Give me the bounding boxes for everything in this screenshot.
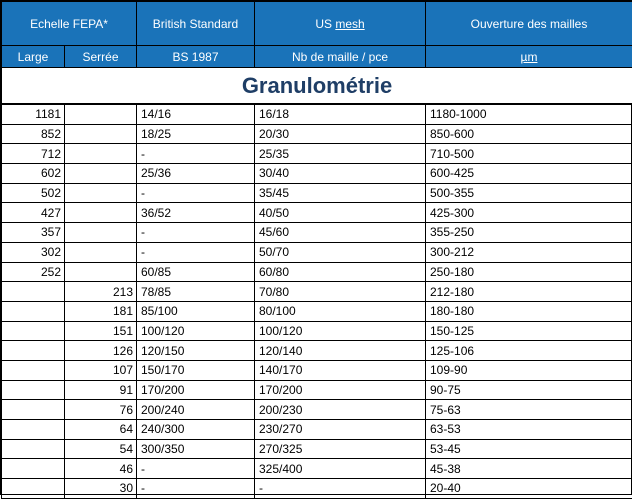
cell-bs: 36/52 xyxy=(137,203,255,223)
cell-serree xyxy=(65,183,137,203)
cell-large xyxy=(2,380,65,400)
cell-large xyxy=(2,321,65,341)
cell-serree: 91 xyxy=(65,380,137,400)
table-row xyxy=(2,400,632,420)
cell-ouverture: 850-600 xyxy=(426,124,632,144)
cell-us: 230/270 xyxy=(255,420,426,440)
cell-us: 325/400 xyxy=(255,459,426,479)
table-row xyxy=(2,360,632,380)
cell-bs: 18/25 xyxy=(137,124,255,144)
cell-bs: 78/85 xyxy=(137,282,255,302)
table-row xyxy=(2,183,632,203)
cell-ouverture: 212-180 xyxy=(426,282,632,302)
cell-large: 712 xyxy=(2,144,65,164)
cell-us: 200/230 xyxy=(255,400,426,420)
cell-bs: 240/300 xyxy=(137,420,255,440)
table-row xyxy=(2,420,632,440)
cell-serree xyxy=(65,124,137,144)
cell-us: 140/170 xyxy=(255,360,426,380)
table-row xyxy=(2,479,632,499)
table-row xyxy=(2,459,632,479)
header-mesh-word: mesh xyxy=(335,17,364,31)
cell-ouverture: 75-63 xyxy=(426,400,632,420)
cell-ouverture: 63-53 xyxy=(426,420,632,440)
cell-bs: 14/16 xyxy=(137,104,255,124)
cell-serree xyxy=(65,104,137,124)
cell-ouverture: 600-425 xyxy=(426,164,632,184)
cell-us: 80/100 xyxy=(255,301,426,321)
header-us-mesh xyxy=(255,2,426,46)
cell-bs: - xyxy=(137,459,255,479)
table-title: Granulométrie xyxy=(2,68,632,105)
header-ouverture: Ouverture des mailles xyxy=(426,2,632,46)
cell-large xyxy=(2,301,65,321)
header-large: Large xyxy=(2,46,65,68)
cell-large xyxy=(2,479,65,499)
cell-ouverture: 425-300 xyxy=(426,203,632,223)
table-row xyxy=(2,439,632,459)
cell-large: 502 xyxy=(2,183,65,203)
header-british-standard: British Standard xyxy=(137,2,255,46)
cell-large: 302 xyxy=(2,242,65,262)
cell-large xyxy=(2,282,65,302)
header-fepa: Echelle FEPA* xyxy=(2,2,137,46)
table-row xyxy=(2,380,632,400)
cell-serree xyxy=(65,242,137,262)
cell-ouverture: 710-500 xyxy=(426,144,632,164)
granulometry-table xyxy=(1,1,632,499)
cell-us: 35/45 xyxy=(255,183,426,203)
table-row xyxy=(2,262,632,282)
cell-bs: - xyxy=(137,144,255,164)
cell-large: 852 xyxy=(2,124,65,144)
table-row xyxy=(2,104,632,124)
cell-serree: 181 xyxy=(65,301,137,321)
cell-ouverture: 20-40 xyxy=(426,479,632,499)
cell-bs: - xyxy=(137,479,255,499)
cell-serree: 46 xyxy=(65,459,137,479)
cell-ouverture: 53-45 xyxy=(426,439,632,459)
table-row xyxy=(2,164,632,184)
cell-us: 16/18 xyxy=(255,104,426,124)
cell-us: - xyxy=(255,479,426,499)
cell-bs: - xyxy=(137,223,255,243)
cell-large: 1181 xyxy=(2,104,65,124)
cell-large xyxy=(2,341,65,361)
cell-ouverture: 45-38 xyxy=(426,459,632,479)
cell-large xyxy=(2,400,65,420)
table-row xyxy=(2,223,632,243)
cell-ouverture: 180-180 xyxy=(426,301,632,321)
cell-bs: - xyxy=(137,242,255,262)
cell-bs: 100/120 xyxy=(137,321,255,341)
cell-large: 252 xyxy=(2,262,65,282)
cell-bs: 60/85 xyxy=(137,262,255,282)
cell-us: 25/35 xyxy=(255,144,426,164)
cell-serree: 107 xyxy=(65,360,137,380)
header-unit-um: µm xyxy=(426,46,632,68)
cell-serree: 126 xyxy=(65,341,137,361)
cell-us: 45/60 xyxy=(255,223,426,243)
header-nb-maille: Nb de maille / pce xyxy=(255,46,426,68)
header-row-main xyxy=(2,2,632,46)
cell-bs: 150/170 xyxy=(137,360,255,380)
cell-ouverture: 300-212 xyxy=(426,242,632,262)
cell-ouverture: 90-75 xyxy=(426,380,632,400)
header-row-sub xyxy=(2,46,632,68)
cell-bs: 120/150 xyxy=(137,341,255,361)
cell-large xyxy=(2,439,65,459)
cell-us: 270/325 xyxy=(255,439,426,459)
cell-bs: 85/100 xyxy=(137,301,255,321)
cell-bs: 170/200 xyxy=(137,380,255,400)
cell-serree: 30 xyxy=(65,479,137,499)
header-serree: Serrée xyxy=(65,46,137,68)
title-row xyxy=(2,68,632,105)
cell-serree: 64 xyxy=(65,420,137,440)
cell-bs: 25/36 xyxy=(137,164,255,184)
cell-serree xyxy=(65,223,137,243)
table-row xyxy=(2,242,632,262)
table-row xyxy=(2,203,632,223)
cell-ouverture: 125-106 xyxy=(426,341,632,361)
cell-us: 60/80 xyxy=(255,262,426,282)
cell-bs: - xyxy=(137,183,255,203)
cell-us: 70/80 xyxy=(255,282,426,302)
header-bs1987: BS 1987 xyxy=(137,46,255,68)
cell-serree: 54 xyxy=(65,439,137,459)
cell-us: 50/70 xyxy=(255,242,426,262)
table-row xyxy=(2,124,632,144)
cell-serree: 213 xyxy=(65,282,137,302)
cell-ouverture: 250-180 xyxy=(426,262,632,282)
cell-us: 30/40 xyxy=(255,164,426,184)
cell-serree xyxy=(65,164,137,184)
cell-ouverture: 150-125 xyxy=(426,321,632,341)
cell-us: 100/120 xyxy=(255,321,426,341)
cell-large: 427 xyxy=(2,203,65,223)
table-row xyxy=(2,341,632,361)
cell-serree xyxy=(65,144,137,164)
cell-serree: 151 xyxy=(65,321,137,341)
cell-us: 170/200 xyxy=(255,380,426,400)
table-row xyxy=(2,301,632,321)
cell-serree: 76 xyxy=(65,400,137,420)
cell-large xyxy=(2,360,65,380)
cell-serree xyxy=(65,203,137,223)
cell-ouverture: 1180-1000 xyxy=(426,104,632,124)
header-us-prefix: US xyxy=(315,17,335,31)
cell-large: 602 xyxy=(2,164,65,184)
cell-bs: 300/350 xyxy=(137,439,255,459)
cell-bs: 200/240 xyxy=(137,400,255,420)
table-row xyxy=(2,282,632,302)
table-body xyxy=(2,104,632,498)
table-row xyxy=(2,321,632,341)
cell-ouverture: 109-90 xyxy=(426,360,632,380)
cell-large xyxy=(2,420,65,440)
cell-serree xyxy=(65,262,137,282)
cell-ouverture: 355-250 xyxy=(426,223,632,243)
cell-large: 357 xyxy=(2,223,65,243)
cell-us: 40/50 xyxy=(255,203,426,223)
table-row xyxy=(2,144,632,164)
cell-us: 20/30 xyxy=(255,124,426,144)
cell-ouverture: 500-355 xyxy=(426,183,632,203)
cell-large xyxy=(2,459,65,479)
cell-us: 120/140 xyxy=(255,341,426,361)
